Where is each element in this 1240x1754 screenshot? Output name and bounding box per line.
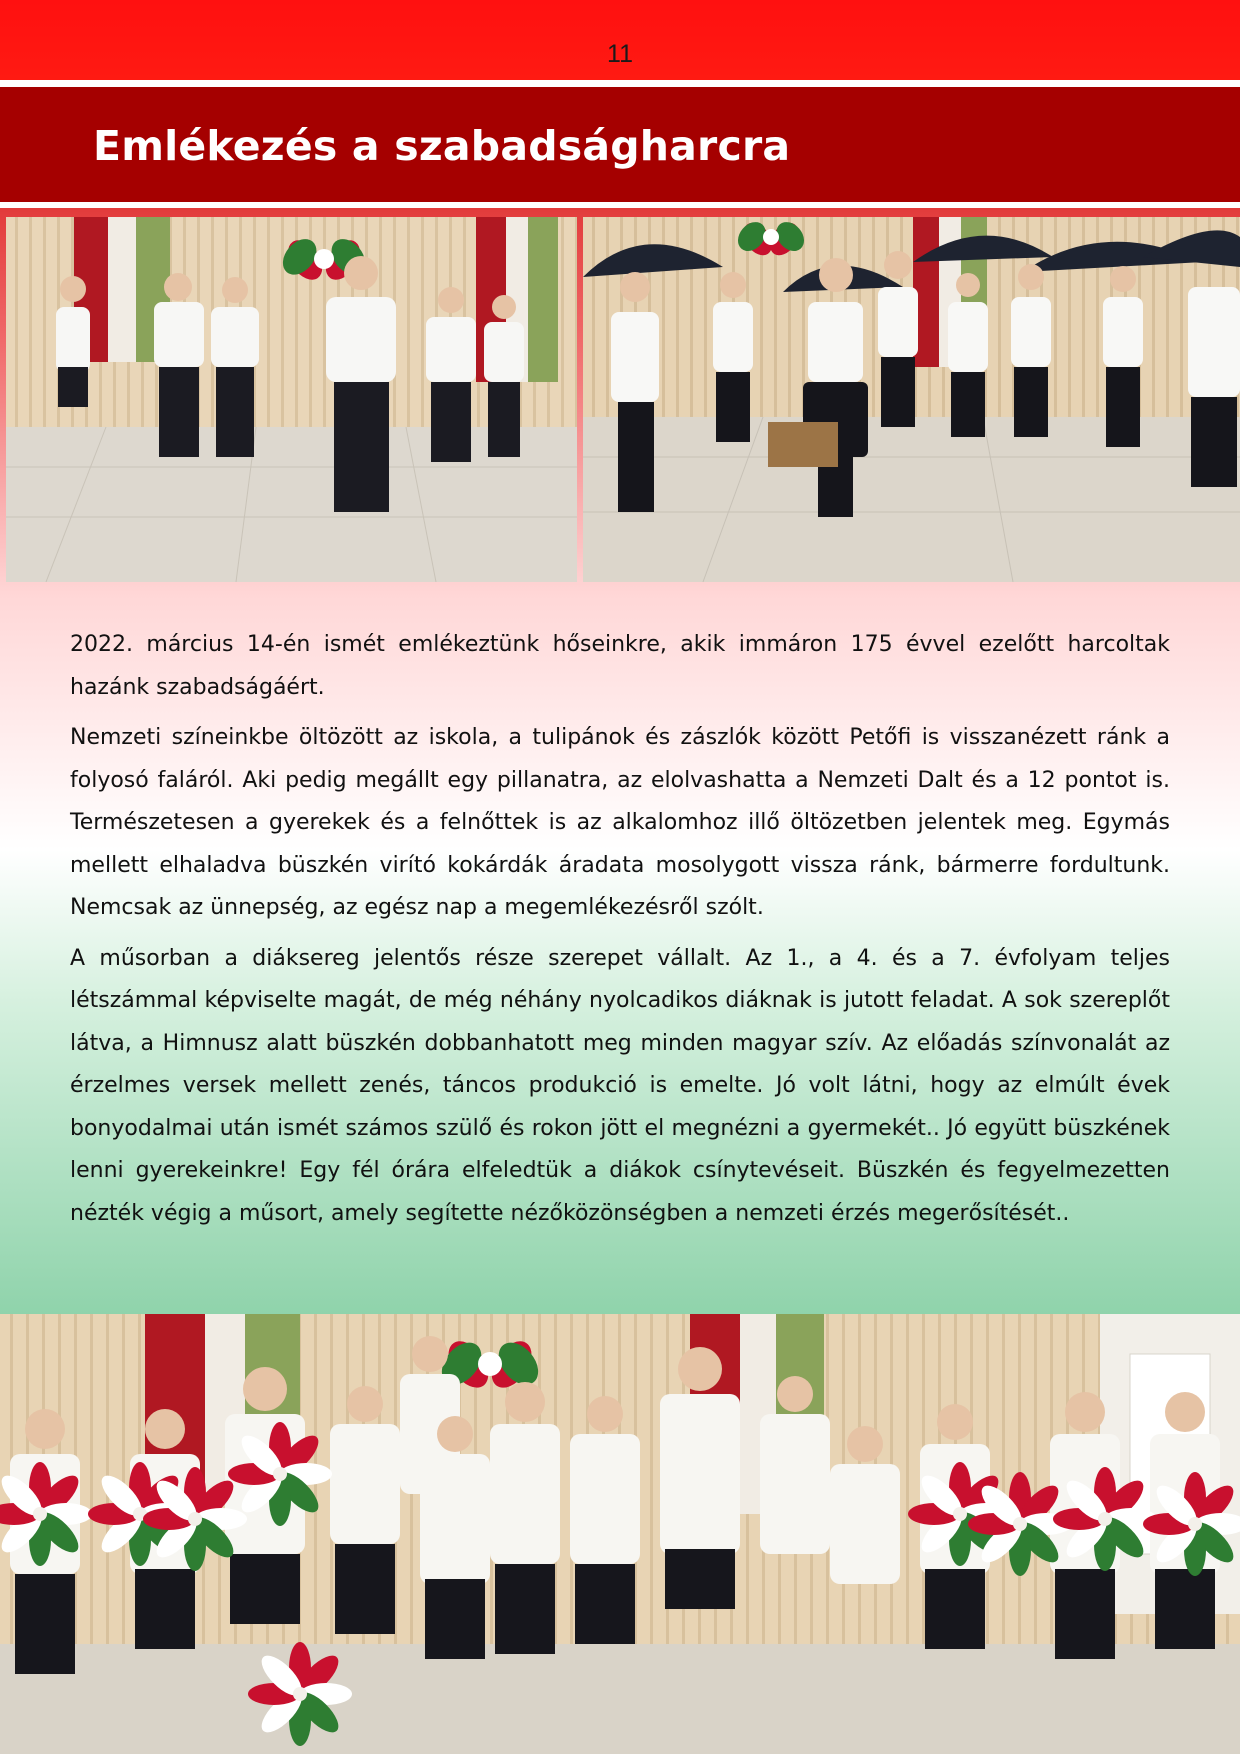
article-paragraph: 2022. március 14-én ismét emlékeztünk hőseinkre, akik immáron 175 évvel ezelőtt harcoltak hazánk szabadságáért. [70, 632, 1170, 700]
divider-line [0, 80, 1240, 87]
article-paragraph: A műsorban a diáksereg jelentős része szerepet vállalt. Az 1., a 4. és a 7. évfolyam teljes létszámmal képviselte magát, de még néhány nyolcadikos diáknak is jutott feladat. A sok szereplőt látva, a Himnusz alatt büszkén dobbanhatott meg minden magyar szív. Az előadás színvonalát az érzelmes versek mellett zenés, táncos produkció is emelte. Jó volt látni, hogy az elmúlt évek bonyodalmai után ismét számos szülő és rokon jött el megnézni a gyermekét.. Jó együtt büszkének lenni gyerekeinkre! Egy fél órára elfeledtük a diákok csínytevéseit. Büszkén és fegyelmezetten nézték végig a műsort, amely segítette nézőközönségben a nemzeti érzés megerősítését.. [70, 945, 1170, 1226]
article-body [70, 624, 1170, 1243]
event-photo-group [0, 1314, 1240, 1754]
event-photo-stage-children [6, 217, 577, 582]
page-title: Emlékezés a szabadságharcra [93, 122, 791, 170]
article-paragraph: Nemzeti színeinkbe öltözött az iskola, a tulipánok és zászlók között Petőfi is visszanézett ránk a folyosó faláról. Aki pedig megállt egy pillanatra, az elolvashatta a Nemzeti Dalt és a 12 pontot is. Természetesen a gyerekek és a felnőttek is az alkalomhoz illő öltözetben jelentek meg. Egymás mellett elhaladva büszkén virító kokárdák áradata mosolygott vissza ránk, bármerre fordultunk. Nemcsak az ünnepség, az egész nap a megemlékezésről szólt. [70, 725, 1170, 920]
event-photo-umbrella-performance [583, 217, 1240, 582]
page-number: 11 [607, 40, 633, 68]
